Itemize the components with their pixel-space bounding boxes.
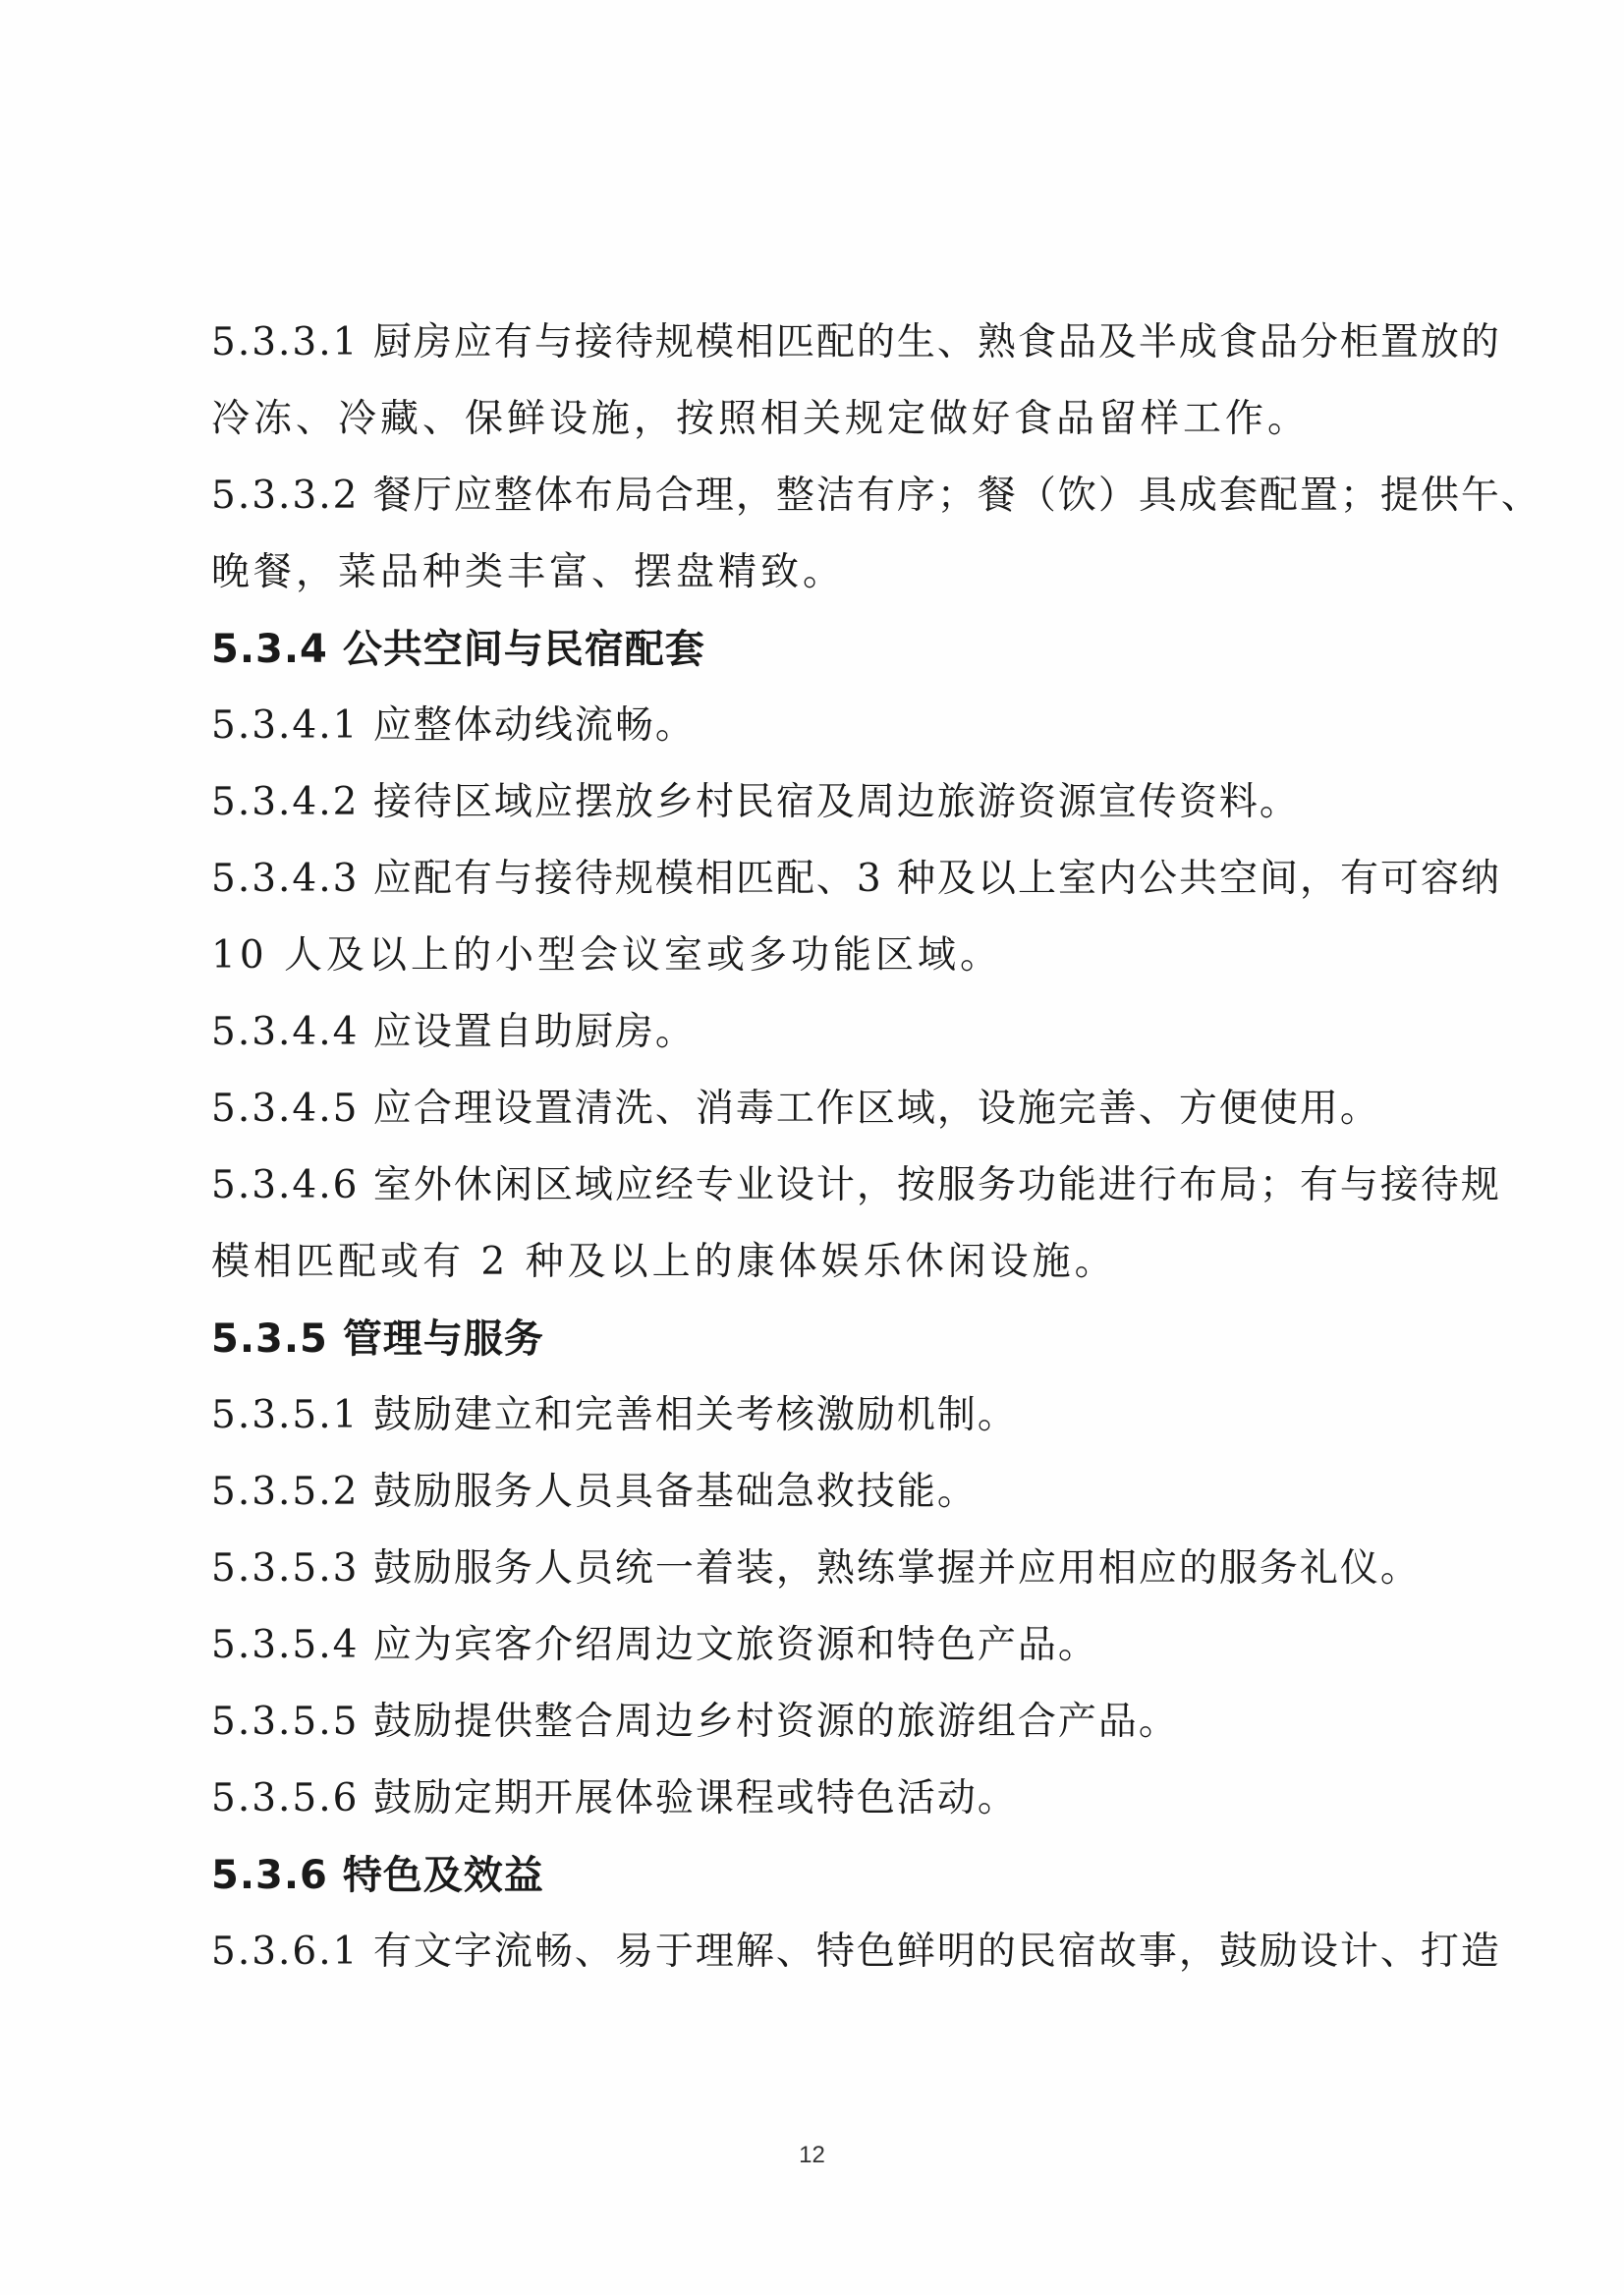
clause-5-3-3-2: 5.3.3.2 餐厅应整体布局合理，整洁有序；餐（饮）具成套配置；提供午、 <box>211 474 1541 518</box>
section-heading-5-3-6: 5.3.6 特色及效益 <box>211 1853 544 1898</box>
clause-5-3-4-6-continued: 模相匹配或有 2 种及以上的康体娱乐休闲设施。 <box>211 1240 1117 1284</box>
clause-5-3-4-1: 5.3.4.1 应整体动线流畅。 <box>211 703 696 748</box>
clause-5-3-5-3: 5.3.5.3 鼓励服务人员统一着装，熟练掌握并应用相应的服务礼仪。 <box>211 1546 1421 1591</box>
clause-5-3-5-6: 5.3.5.6 鼓励定期开展体验课程或特色活动。 <box>211 1776 1018 1820</box>
section-heading-5-3-4: 5.3.4 公共空间与民宿配套 <box>211 627 705 672</box>
clause-5-3-5-2: 5.3.5.2 鼓励服务人员具备基础急救技能。 <box>211 1470 978 1514</box>
clause-5-3-4-5: 5.3.4.5 应合理设置清洗、消毒工作区域，设施完善、方便使用。 <box>211 1087 1380 1131</box>
clause-5-3-6-1: 5.3.6.1 有文字流畅、易于理解、特色鲜明的民宿故事，鼓励设计、打造 <box>211 1930 1501 1974</box>
clause-5-3-5-1: 5.3.5.1 鼓励建立和完善相关考核激励机制。 <box>211 1393 1018 1437</box>
clause-5-3-3-1: 5.3.3.1 厨房应有与接待规模相匹配的生、熟食品及半成食品分柜置放的 <box>211 320 1501 364</box>
clause-5-3-5-4: 5.3.5.4 应为宾客介绍周边文旅资源和特色产品。 <box>211 1623 1098 1667</box>
page-number: 12 <box>799 2142 825 2168</box>
clause-5-3-3-2-continued: 晚餐，菜品种类丰富、摆盘精致。 <box>211 550 846 594</box>
clause-5-3-4-2: 5.3.4.2 接待区域应摆放乡村民宿及周边旅游资源宣传资料。 <box>211 780 1300 824</box>
section-heading-5-3-5: 5.3.5 管理与服务 <box>211 1316 544 1362</box>
clause-5-3-4-3-continued: 10 人及以上的小型会议室或多功能区域。 <box>211 933 1003 978</box>
clause-5-3-3-1-continued: 冷冻、冷藏、保鲜设施，按照相关规定做好食品留样工作。 <box>211 397 1311 441</box>
clause-5-3-4-3: 5.3.4.3 应配有与接待规模相匹配、3 种及以上室内公共空间，有可容纳 <box>211 857 1502 901</box>
document-body <box>211 305 1541 1990</box>
clause-5-3-4-4: 5.3.4.4 应设置自助厨房。 <box>211 1010 696 1054</box>
clause-5-3-4-6: 5.3.4.6 室外休闲区域应经专业设计，按服务功能进行布局；有与接待规 <box>211 1163 1501 1207</box>
clause-5-3-5-5: 5.3.5.5 鼓励提供整合周边乡村资源的旅游组合产品。 <box>211 1700 1179 1744</box>
